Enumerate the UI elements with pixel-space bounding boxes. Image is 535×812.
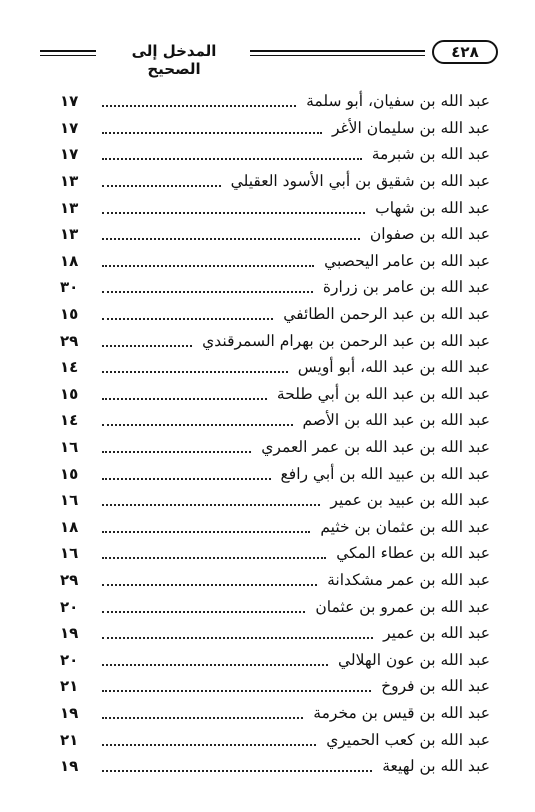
- entry-page-number: ١٧: [60, 118, 79, 137]
- index-entry: [60, 487, 490, 514]
- entry-page-number: ١٥: [60, 464, 79, 483]
- entry-name: عبد الله بن عثمان بن خثيم: [320, 517, 490, 536]
- entry-name: عبد الله بن عطاء المكي: [336, 544, 490, 563]
- entry-name: عبد الله بن عبد الله بن عمر العمري: [261, 438, 490, 457]
- entry-page-number: ١٩: [60, 624, 79, 643]
- entry-page-number: ١٣: [60, 198, 79, 217]
- dot-leader: [102, 132, 322, 134]
- dot-leader: [102, 265, 314, 267]
- dot-leader: [102, 744, 316, 746]
- entry-name: عبد الله بن عمرو بن عثمان: [315, 597, 490, 616]
- dot-leader: [102, 238, 360, 240]
- index-entry: [60, 434, 490, 461]
- dot-leader: [102, 105, 296, 107]
- entry-name: عبد الله بن عبيد الله بن أبي رافع: [280, 464, 490, 483]
- entry-name: عبد الله بن عبد الله بن أبي طلحة: [276, 384, 490, 403]
- running-title: المدخل إلى الصحيح: [131, 42, 217, 78]
- header-rule-left: [40, 50, 96, 56]
- entry-name: عبد الله بن فروخ: [381, 677, 490, 696]
- entry-name: عبد الله بن عبيد بن عمير: [330, 491, 490, 510]
- entry-name: عبد الله بن عمير: [383, 624, 490, 643]
- entry-name: عبد الله بن شقيق بن أبي الأسود العقيلي: [230, 172, 490, 191]
- entry-page-number: ١٩: [60, 757, 79, 776]
- entry-page-number: ١٥: [60, 305, 79, 324]
- index-entry: [60, 301, 490, 328]
- dot-leader: [102, 185, 221, 187]
- index-entry: [60, 141, 490, 168]
- entry-page-number: ١٣: [60, 172, 79, 191]
- dot-leader: [102, 664, 328, 666]
- entry-name: عبد الله بن سليمان الأغر: [331, 118, 490, 137]
- dot-leader: [102, 478, 271, 480]
- dot-leader: [102, 504, 320, 506]
- dot-leader: [102, 371, 288, 373]
- index-entry: [60, 194, 490, 221]
- entry-name: عبد الله بن عامر بن زرارة: [322, 278, 490, 297]
- entry-page-number: ٢٠: [60, 650, 79, 669]
- entry-page-number: ١٦: [60, 544, 79, 563]
- index-entry: [60, 700, 490, 727]
- dot-leader: [102, 345, 192, 347]
- page-number-badge: ٤٢٨: [432, 40, 498, 64]
- dot-leader: [102, 770, 372, 772]
- entry-page-number: ١٨: [60, 517, 79, 536]
- entry-page-number: ٢٠: [60, 597, 79, 616]
- entry-page-number: ٢١: [60, 730, 79, 749]
- dot-leader: [102, 451, 251, 453]
- entry-page-number: ٢٩: [60, 570, 79, 589]
- header-rule-middle: [250, 50, 425, 56]
- dot-leader: [102, 611, 305, 613]
- index-entry: [60, 726, 490, 753]
- index-entry: [60, 673, 490, 700]
- entry-page-number: ١٣: [60, 225, 79, 244]
- entry-name: عبد الله بن قيس بن مخرمة: [313, 703, 490, 722]
- dot-leader: [102, 291, 313, 293]
- entry-page-number: ١٤: [60, 411, 79, 430]
- entry-page-number: ٣٠: [60, 278, 79, 297]
- dot-leader: [102, 690, 371, 692]
- entry-name: عبد الله بن عون الهلالي: [337, 650, 490, 669]
- dot-leader: [102, 584, 317, 586]
- entry-name: عبد الله بن عبد الله، أبو أويس: [297, 358, 490, 377]
- index-entry: [60, 514, 490, 541]
- entry-page-number: ١٦: [60, 491, 79, 510]
- index-entry: [60, 248, 490, 275]
- index-entry: [60, 540, 490, 567]
- index-entry: [60, 327, 490, 354]
- index-entry: [60, 115, 490, 142]
- entry-name: عبد الله بن عامر اليحصبي: [324, 251, 490, 270]
- entry-name: عبد الله بن عبد الرحمن الطائفي: [283, 305, 490, 324]
- entry-page-number: ٢٩: [60, 331, 79, 350]
- entry-page-number: ١٧: [60, 92, 79, 111]
- entry-name: عبد الله بن كعب الحميري: [326, 730, 490, 749]
- dot-leader: [102, 557, 326, 559]
- entry-name: عبد الله بن عمر مشكدانة: [327, 570, 490, 589]
- dot-leader: [102, 637, 373, 639]
- entry-name: عبد الله بن سفيان، أبو سلمة: [306, 92, 490, 111]
- entry-name: عبد الله بن شبرمة: [371, 145, 490, 164]
- index-entry: [60, 460, 490, 487]
- index-entry: [60, 274, 490, 301]
- dot-leader: [102, 158, 362, 160]
- entry-page-number: ١٦: [60, 438, 79, 457]
- index-entry: [60, 407, 490, 434]
- entry-page-number: ١٧: [60, 145, 79, 164]
- index-entry: [60, 88, 490, 115]
- index-entries: [60, 88, 490, 779]
- index-entry: [60, 221, 490, 248]
- index-entry: [60, 354, 490, 381]
- index-entry: [60, 567, 490, 594]
- dot-leader: [102, 717, 303, 719]
- entry-page-number: ١٩: [60, 703, 79, 722]
- dot-leader: [102, 318, 273, 320]
- entry-name: عبد الله بن لهيعة: [382, 757, 490, 776]
- entry-name: عبد الله بن صفوان: [369, 225, 490, 244]
- entry-page-number: ١٤: [60, 358, 79, 377]
- dot-leader: [102, 531, 310, 533]
- index-entry: [60, 168, 490, 195]
- index-entry: [60, 593, 490, 620]
- dot-leader: [102, 424, 293, 426]
- index-entry: [60, 753, 490, 780]
- dot-leader: [102, 212, 365, 214]
- entry-name: عبد الله بن شهاب: [375, 198, 490, 217]
- index-entry: [60, 620, 490, 647]
- dot-leader: [102, 398, 267, 400]
- page-header: [40, 42, 503, 78]
- entry-page-number: ٢١: [60, 677, 79, 696]
- entry-page-number: ١٥: [60, 384, 79, 403]
- entry-name: عبد الله بن عبد الرحمن بن بهرام السمرقندي: [202, 331, 490, 350]
- index-entry: [60, 381, 490, 408]
- entry-name: عبد الله بن عبد الله بن الأصم: [302, 411, 490, 430]
- index-entry: [60, 646, 490, 673]
- entry-page-number: ١٨: [60, 251, 79, 270]
